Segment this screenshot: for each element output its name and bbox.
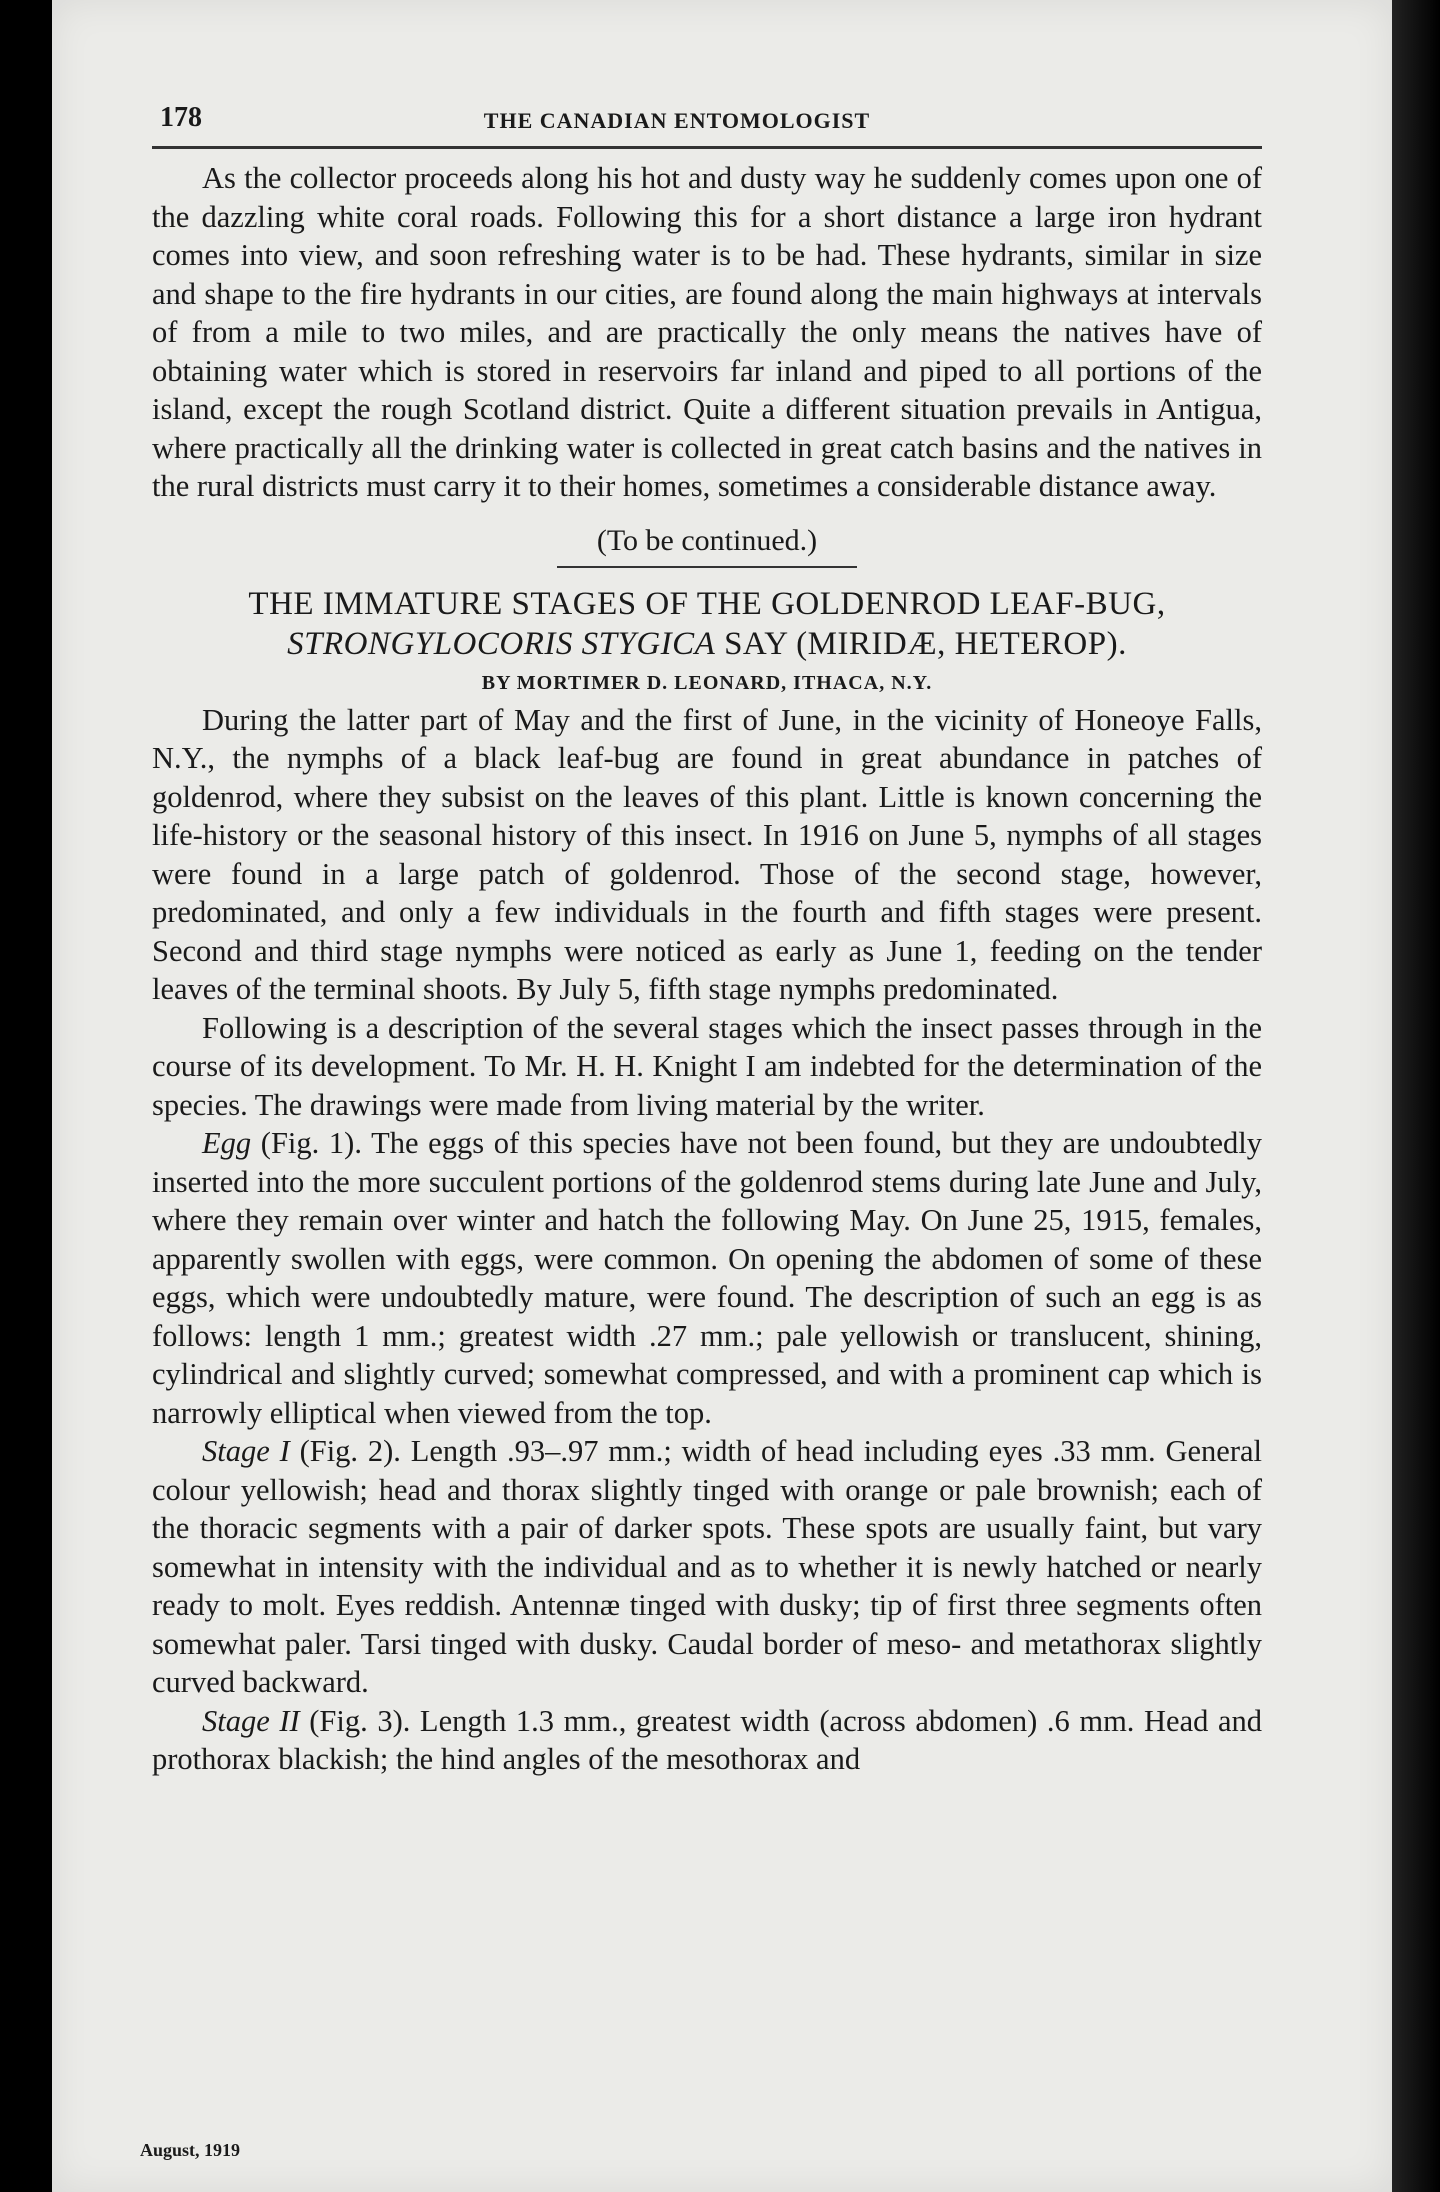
stage2-paragraph [92,1702,1262,1779]
running-head: THE CANADIAN ENTOMOLOGIST [483,108,871,133]
page-edge-shadow [1392,0,1440,2192]
intro-paragraph: As the collector proceeds along his hot and dusty way he suddenly comes upon one of the dazzling white coral roads. Following this for a short distance a large iron hydrant comes into view, and soon refreshing water is to be had. These hydrants, similar in size and shape to the fire hydrants in our cities, are found along the main highways at intervals of from a mile to two miles, and are practically the only means the natives have of obtaining water which is stored in reservoirs far inland and piped to all portions of the island, except the rough Scotland district. Quite a different situation prevails in Antigua, where practically all the drinking water is collected in great catch basins and the natives in the rural districts must carry it to their homes, sometimes a considerable distance away. [152,161,1262,503]
stage1-paragraph [92,1432,1262,1702]
page-number: 178 [160,102,202,133]
paragraph-1: During the latter part of May and the first of June, in the vicinity of Honeoye Falls, N.Y., the nymphs of a black leaf-bug are found in great abundance in patches of goldenrod, where they subsist on the leaves of this plant. Little is known concerning the life-history or the seasonal history of this insect. In 1916 on June 5, nymphs of all stages were found in a large patch of goldenrod. Those of the second stage, however, predominated, and only a few individuals in the fourth and fifth stages were present. Second and third stage nymphs were noticed as early as June 1, feeding on the tender leaves of the terminal shoots. By July 5, fifth stage nymphs predominated. [152,702,1262,1006]
egg-text: (Fig. 1). The eggs of this species have not been found, but they are undoubtedly inserted into the more succulent portions of the goldenrod stems during late June and July, where they remain over winter and hatch the following May. On June 25, 1915, females, apparently swollen with eggs, were common. On opening the abdomen of some of these eggs, which were undoubtedly mature, were found. The description of such an egg is as follows: length 1 mm.; greatest width .27 mm.; pale yellowish or translucent, shining, cylindrical and slightly curved; somewhat compressed, and with a prominent cap which is narrowly elliptical when viewed from the top. [152,1126,1262,1430]
egg-label: Egg [202,1126,252,1160]
stage2-label: Stage II [202,1703,300,1738]
section-divider [557,566,857,568]
article-title [152,584,1262,664]
byline: BY MORTIMER D. LEONARD, ITHACA, N.Y. [481,671,933,694]
header-rule [152,146,1262,149]
paragraph-2: Following is a description of the several stages which the insect passes through in the course of its development. To Mr. H. H. Knight I am indebted for the determination of the species. The drawings were made from living material by the writer. [152,1010,1262,1122]
stage1-label: Stage I [202,1434,290,1468]
stage1-text: (Fig. 2). Length .93–.97 mm.; width of head including eyes .33 mm. General colour yellowish; head and thorax slightly tinged with orange or pale brownish; each of the thoracic segments with a pair of darker spots. These spots are usually faint, but vary somewhat in intensity with the individual and as to whether it is newly hatched or nearly ready to molt. Eyes reddish. Antennæ tinged with dusky; tip of first three segments often somewhat paler. Tarsi tinged with dusky. Caudal border of meso- and metathorax slightly curved backward. [152,1434,1263,1699]
article-title-line1: THE IMMATURE STAGES OF THE GOLDENROD LEAF-BUG, [248,585,1166,622]
article-title-line2 [152,624,1262,664]
footer-date: August, 1919 [140,2140,241,2160]
article-title-rest: SAY (MIRIDÆ, HETEROP). [724,625,1127,662]
species-name: STRONGYLOCORIS STYGICA [287,625,716,662]
page-header [92,80,1262,133]
stage2-text: (Fig. 3). Length 1.3 mm., greatest width (across abdomen) .6 mm. Head and prothorax blackish; the hind angles of the mesothorax and [152,1703,1262,1776]
egg-paragraph [92,1124,1262,1432]
to-be-continued: (To be continued.) [596,523,818,557]
page-content [92,80,1262,1779]
